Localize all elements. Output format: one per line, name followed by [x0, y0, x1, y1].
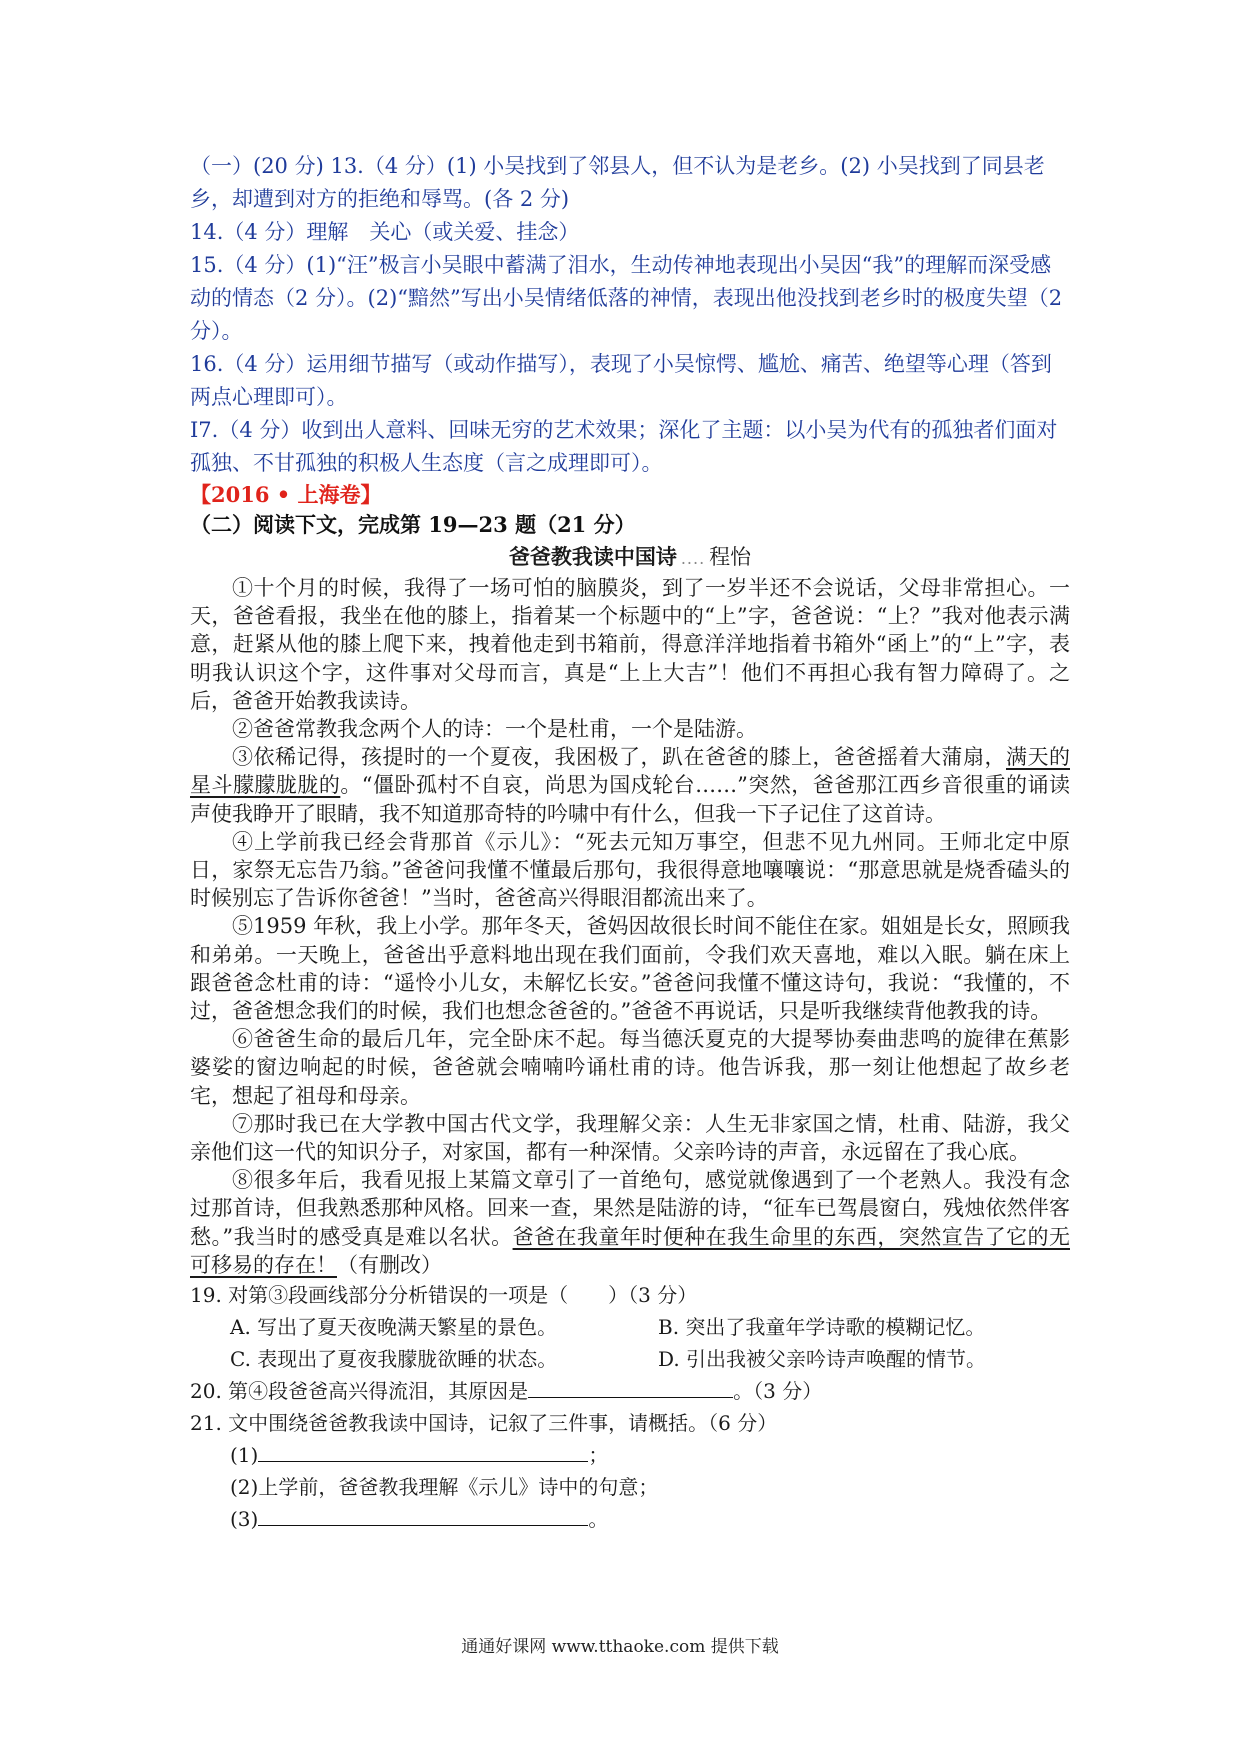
question-21-item-3 [190, 1503, 1070, 1535]
passage-title [190, 542, 1070, 574]
document-page [190, 150, 1070, 1535]
option-a: A. 写出了夏天夜晚满天繁星的景色。 [230, 1315, 558, 1340]
option-c: C. 表现出了夏夜我朦胧欲睡的状态。 [230, 1347, 558, 1372]
answer-15: 15.（4 分）(1)“汪”极言小吴眼中蓄满了泪水，生动传神地表现出小吴因“我”的理解而深受感动的情态（2 分）。(2)“黯然”写出小吴情绪低落的神情，表现出他没找到老乡时的极度失望（2 分）。 [190, 253, 1063, 343]
question-20-score: 。（3 分） [733, 1379, 823, 1404]
page-footer: 通通好课网 www.tthaoke.com 提供下载 [461, 1637, 779, 1657]
answer-13: （一）(20 分) 13.（4 分）(1) 小吴找到了邻县人，但不认为是老乡。(2) 小吴找到了同县老乡，却遭到对方的拒绝和辱骂。(各 2 分) [190, 154, 1045, 211]
item-3-end: 。 [588, 1507, 609, 1532]
answer-blank-21-3[interactable] [258, 1503, 588, 1526]
source-tag: 【2016 • 上海卷】 [190, 482, 382, 507]
item-3-label: (3) [230, 1507, 259, 1532]
paragraph-2: ②爸爸常教我念两个人的诗：一个是杜甫，一个是陆游。 [232, 717, 757, 742]
question-21: 21. 文中围绕爸爸教我读中国诗，记叙了三件事，请概括。（6 分） [190, 1411, 778, 1436]
questions [190, 1279, 1070, 1535]
paragraph-6: ⑥爸爸生命的最后几年，完全卧床不起。每当德沃夏克的大提琴协奏曲悲鸣的旋律在蕉影婆娑的窗边响起的时候，爸爸就会喃喃吟诵杜甫的诗。他告诉我，那一刻让他想起了故乡老宅，想起了祖母和母亲。 [190, 1027, 1070, 1108]
answer-14: 14.（4 分）理解 关心（或关爱、挂念） [190, 220, 580, 244]
answer-blank-20[interactable] [528, 1375, 733, 1398]
paragraph-3-end: 。“僵卧孤村不自哀，尚思为国戍轮台……”突然，爸爸那江西乡音很重的诵读声使我睁开了眼睛，我不知道那奇特的吟啸中有什么，但我一下子记住了这首诗。 [190, 773, 1070, 826]
paragraph-8-note: （有删改） [337, 1252, 442, 1277]
option-d: D. 引出我被父亲吟诗声唤醒的情节。 [658, 1347, 987, 1372]
option-b: B. 突出了我童年学诗歌的模糊记忆。 [658, 1315, 986, 1340]
answer-16: 16.（4 分）运用细节描写（或动作描写），表现了小吴惊愕、尴尬、痛苦、绝望等心理（答到两点心理即可）。 [190, 352, 1052, 409]
question-20 [190, 1375, 1070, 1407]
answer-key [190, 150, 1070, 480]
paragraph-4: ④上学前我已经会背那首《示儿》：“死去元知万事空，但悲不见九州同。王师北定中原日，家祭无忘告乃翁。”爸爸问我懂不懂最后那句，我很得意地嚷嚷说：“那意思就是烧香磕头的时候别忘了告诉你爸爸！”当时，爸爸高兴得眼泪都流出来了。 [190, 829, 1070, 911]
answer-17: I7.（4 分）收到出人意料、回味无穷的艺术效果；深化了主题：以小吴为代有的孤独者们面对孤独、不甘孤独的积极人生态度（言之成理即可）。 [190, 418, 1058, 475]
passage-body [190, 574, 1070, 1279]
question-19-options [190, 1311, 1070, 1375]
item-1-label: (1) [230, 1443, 259, 1468]
question-21-item-1 [190, 1439, 1070, 1471]
section-title: （二）阅读下文，完成第 19—23 题（21 分） [190, 512, 636, 537]
paragraph-5: ⑤1959 年秋，我上小学。那年冬天，爸妈因故很长时间不能住在家。姐姐是长女，照顾我和弟弟。一天晚上，爸爸出乎意料地出现在我们面前，令我们欢天喜地，难以入眠。躺在床上跟爸爸念杜甫的诗：“遥怜小儿女，未解忆长安。”爸爸问我懂不懂这诗句，我说：“我懂的，不过，爸爸想念我们的时候，我们也想念爸爸的。”爸爸不再说话，只是听我继续背他教我的诗。 [190, 914, 1070, 1024]
paragraph-8-start: ⑧很多年后，我看见报上某篇文章引了一首绝句，感觉就像遇到了一个老熟人。我没有念过那首诗，但我熟悉那种风格。回来一查，果然是陆游的诗，“征车已驾晨窗白，残烛依然伴客愁。”我当时的感受真是难以名状。 [190, 1168, 1070, 1249]
question-21-item-2: (2)上学前，爸爸教我理解《示儿》诗中的句意； [230, 1475, 659, 1500]
paragraph-3 [190, 743, 1070, 828]
paragraph-1: ①十个月的时候，我得了一场可怕的脑膜炎，到了一岁半还不会说话，父母非常担心。一天，爸爸看报，我坐在他的膝上，指着某一个标题中的“上”字，爸爸说：“上？”我对他表示满意，赶紧从他的膝上爬下来，拽着他走到书箱前，得意洋洋地指着书箱外“函上”的“上”字，表明我认识这个字，这件事对父母而言，真是“上上大吉”！他们不再担心我有智力障碍了。之后，爸爸开始教我读诗。 [190, 576, 1070, 713]
answer-blank-21-1[interactable] [258, 1439, 588, 1462]
item-1-end: ； [588, 1443, 609, 1468]
passage-title-text: 爸爸教我读中国诗 [508, 544, 677, 569]
title-dots: .... [680, 549, 706, 568]
question-20-text: 20. 第④段爸爸高兴得流泪，其原因是 [190, 1379, 529, 1404]
underlined-phrase-3: 满天的星斗朦朦胧胧的 [190, 745, 1070, 798]
paragraph-8 [190, 1166, 1070, 1279]
passage-author: 程怡 [709, 545, 752, 569]
question-19: 19. 对第③段画线部分分析错误的一项是（ ）（3 分） [190, 1283, 698, 1308]
paragraph-3-start: ③依稀记得，孩提时的一个夏夜，我困极了，趴在爸爸的膝上，爸爸摇着大蒲扇， [232, 745, 1006, 770]
paragraph-7: ⑦那时我已在大学教中国古代文学，我理解父亲：人生无非家国之情，杜甫、陆游，我父亲他们这一代的知识分子，对家国，都有一种深情。父亲吟诗的声音，永远留在了我心底。 [190, 1111, 1070, 1165]
underlined-sentence-8: 爸爸在我童年时便种在我生命里的东西，突然宣告了它的无可移易的存在！ [190, 1224, 1070, 1277]
